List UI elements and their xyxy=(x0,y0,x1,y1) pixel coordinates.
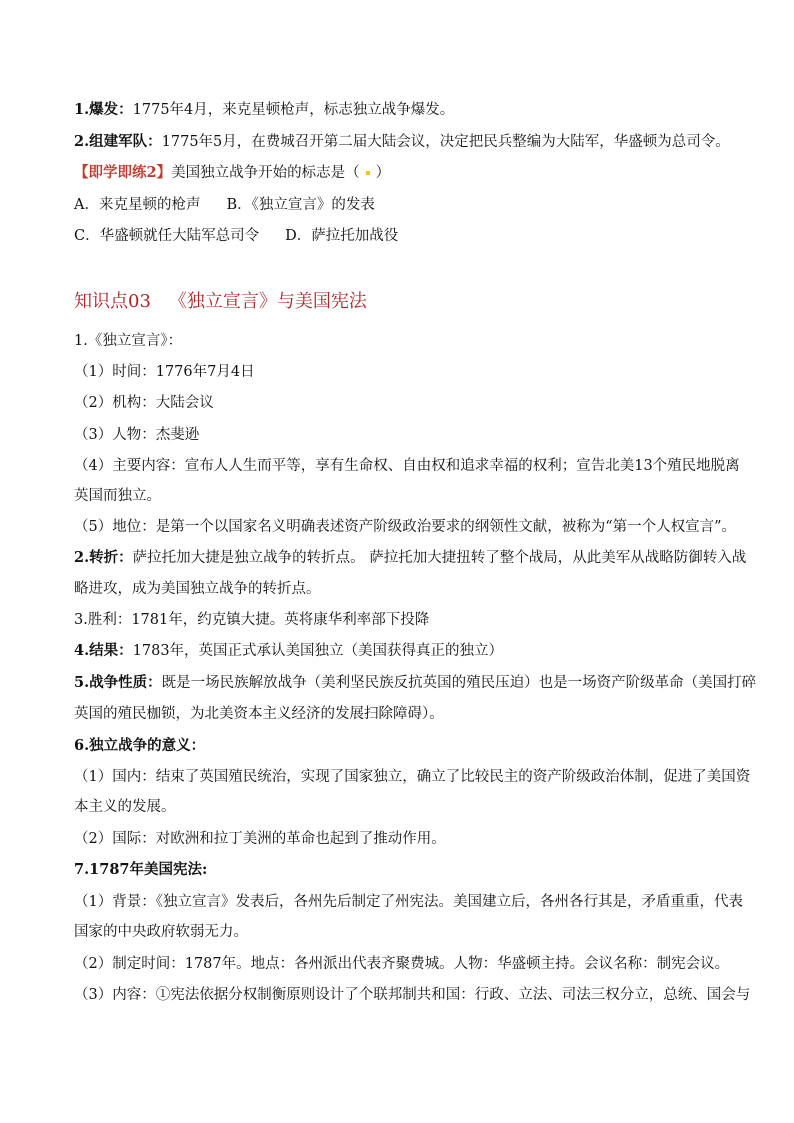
result-text: 1783年，英国正式承认美国独立（美国获得真正的独立） xyxy=(132,643,504,659)
decl-time: （1）时间：1776年7月4日 xyxy=(74,364,255,380)
meaning-domestic-line-1: （1）国内：结束了英国殖民统治，实现了国家独立，确立了比较民主的资产阶级政治体制，促进了美国资 xyxy=(74,769,751,785)
result-label: 4.结果： xyxy=(74,642,133,659)
army-text: 1775年5月，在费城召开第二届大陆会议，决定把民兵整编为大陆军，华盛顿为总司令。 xyxy=(161,134,730,150)
option-b[interactable]: B．《独立宣言》的发表 xyxy=(226,197,375,213)
outbreak-label: 1.爆发： xyxy=(74,101,133,118)
practice-tag: 【即学即练2】 xyxy=(74,164,172,181)
section-number: 知识点03 xyxy=(74,291,151,312)
decl-status: （5）地位：是第一个以国家名义明确表述资产阶级政治要求的纲领性文献，被称为“第一个人权宣言”。 xyxy=(74,519,737,535)
meaning-domestic-line-2: 本主义的发展。 xyxy=(74,799,176,815)
decl-org: （2）机构：大陆会议 xyxy=(74,395,214,411)
nature-line-2: 英国的殖民枷锁，为北美资本主义经济的发展扫除障碍）。 xyxy=(74,706,444,722)
victory-line: 3.胜利：1781年，约克镇大捷。英将康华利率部下投降 xyxy=(74,612,430,628)
decl-content-line-2: 英国而独立。 xyxy=(74,488,161,504)
option-c[interactable]: C．华盛顿就任大陆军总司令 xyxy=(74,228,260,244)
option-d[interactable]: D．萨拉托加战役 xyxy=(285,228,399,244)
turning-line-2: 略进攻，成为美国独立战争的转折点。 xyxy=(74,581,321,597)
section-heading xyxy=(74,290,367,314)
decl-person: （3）人物：杰斐逊 xyxy=(74,427,200,443)
decl-heading: 1.《独立宣言》： xyxy=(74,333,183,349)
practice-options-row-2 xyxy=(74,226,398,246)
nature-text-1: 既是一场民族解放战争（美利坚民族反抗英国的殖民压迫）也是一场资产阶级革命（美国打碎 xyxy=(161,675,757,691)
constitution-content: （3）内容：①宪法依据分权制衡原则设计了个联邦制共和国：行政、立法、司法三权分立，总统、国会与 xyxy=(74,987,751,1003)
constitution-bg-line-2: 国家的中央政府软弱无力。 xyxy=(74,924,248,940)
result-line xyxy=(74,641,503,661)
practice-question-text: 美国独立战争开始的标志是（ xyxy=(171,165,360,181)
outbreak-line xyxy=(74,100,454,120)
nature-line-1 xyxy=(74,673,756,693)
meaning-intl: （2）国际：对欧洲和拉丁美洲的革命也起到了推动作用。 xyxy=(74,831,446,847)
meaning-heading: 6.独立战争的意义： xyxy=(74,737,206,754)
practice-question xyxy=(74,163,390,183)
decl-content-line-1: （4）主要内容：宣布人人生而平等，享有生命权、自由权和追求幸福的权利；宣告北美13个殖民地脱离 xyxy=(74,458,740,474)
answer-blank[interactable] xyxy=(366,171,370,175)
constitution-time: （2）制定时间：1787年。地点：各州派出代表齐聚费城。人物：华盛顿主持。会议名称：制宪会议。 xyxy=(74,956,730,972)
turning-line-1 xyxy=(74,548,746,568)
practice-question-end: ） xyxy=(375,165,391,181)
practice-options-row-1 xyxy=(74,195,375,215)
outbreak-text: 1775年4月，来克星顿枪声，标志独立战争爆发。 xyxy=(132,102,455,118)
option-a[interactable]: A．来克星顿的枪声 xyxy=(74,197,201,213)
constitution-heading: 7.1787年美国宪法: xyxy=(74,861,208,878)
section-title-text: 《独立宣言》与美国宪法 xyxy=(168,291,367,312)
army-line xyxy=(74,132,730,152)
nature-label: 5.战争性质： xyxy=(74,674,162,691)
constitution-bg-line-1: （1）背景：《独立宣言》发表后，各州先后制定了州宪法。美国建立后，各州各行其是，矛盾重重，代表 xyxy=(74,894,743,910)
army-label: 2.组建军队： xyxy=(74,133,162,150)
turning-text-1: 萨拉托加大捷是独立战争的转折点。 萨拉托加大捷扭转了整个战局，从此美军从战略防御转入战 xyxy=(132,550,747,566)
turning-label: 2.转折： xyxy=(74,549,133,566)
